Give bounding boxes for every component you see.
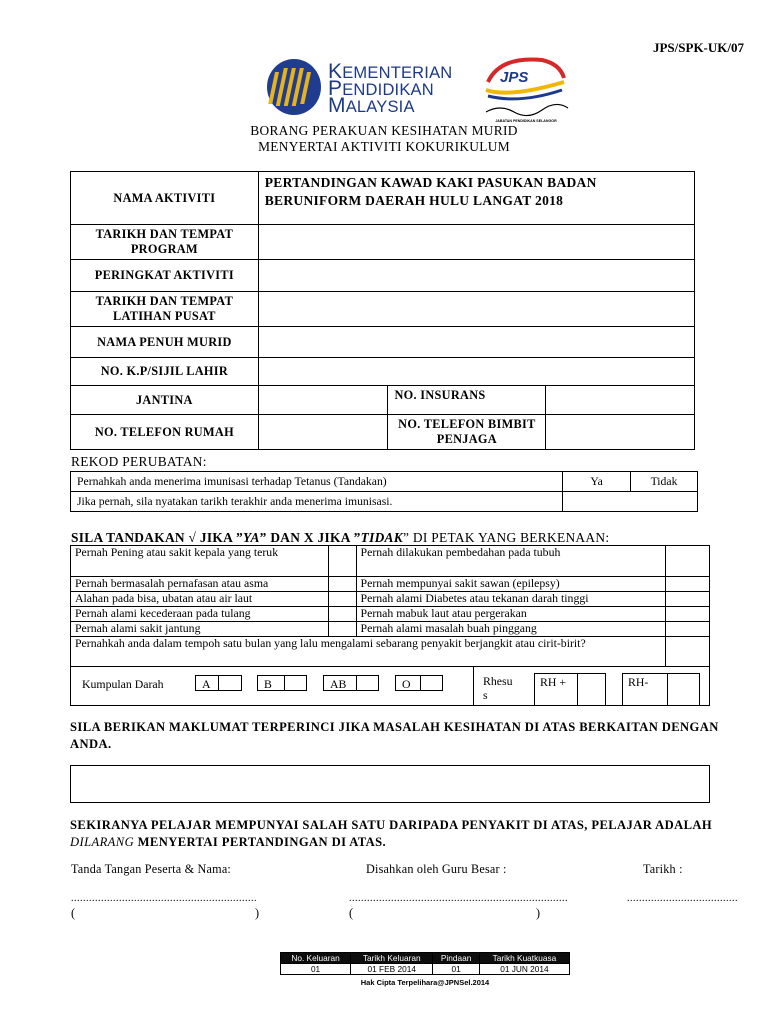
label-tarikh-latihan-line-1: TARIKH DAN TEMPAT [95, 294, 234, 308]
condition-checkbox[interactable] [666, 637, 710, 667]
condition-checkbox[interactable] [328, 577, 356, 592]
condition-right: Pernah alami Diabetes atau tekanan darah tinggi [356, 592, 666, 607]
condition-checkbox[interactable] [328, 622, 356, 637]
jps-emblem-icon [480, 52, 572, 124]
immunisation-question: Pernahkah anda menerima imunisasi terhadap Tetanus (Tandakan) [71, 472, 563, 492]
revision-value: 01 FEB 2014 [351, 964, 433, 975]
condition-right: Pernah alami masalah buah pinggang [356, 622, 666, 637]
condition-right: Pernah mabuk laut atau pergerakan [356, 607, 666, 622]
label-no-insurans: NO. INSURANS [388, 386, 546, 415]
blood-group-label: Kumpulan Darah [82, 677, 164, 691]
rh-minus-box[interactable] [622, 673, 700, 706]
name-close-paren-peserta: ) [255, 906, 260, 920]
rh-plus-box[interactable] [534, 673, 606, 706]
nama-aktiviti-line-2: BERUNIFORM DAERAH HULU LANGAT 2018 [264, 193, 564, 208]
condition-left: Pernah bermasalah pernafasan atau asma [71, 577, 329, 592]
condition-checkbox[interactable] [666, 607, 710, 622]
label-nama-aktiviti: NAMA AKTIVITI [71, 172, 259, 225]
warning-line-2 [70, 834, 730, 851]
immunisation-ya[interactable]: Ya [563, 472, 631, 492]
value-nama-aktiviti[interactable] [258, 172, 694, 225]
kpm-logo [266, 58, 466, 118]
kpm-line-2: PENDIDIKAN [328, 77, 434, 100]
label-no-kp: NO. K.P/SIJIL LAHIR [71, 358, 259, 386]
condition-left: Pernah Pening atau sakit kepala yang teruk [71, 546, 329, 577]
label-telefon-rumah: NO. TELEFON RUMAH [71, 415, 259, 450]
label-telefon-bimbit-line-1: NO. TELEFON BIMBIT [398, 417, 536, 431]
rh-minus-divider [667, 674, 668, 706]
tandakan-part-1: SILA TANDAKAN √ JIKA ” [71, 530, 243, 545]
jps-logo-caption: JABATAN PENDIDIKAN SELANGOR [495, 119, 557, 123]
condition-left: Pernah alami kecederaan pada tulang [71, 607, 329, 622]
condition-checkbox[interactable] [666, 622, 710, 637]
warning-notice [70, 817, 730, 851]
condition-checkbox[interactable] [328, 607, 356, 622]
label-nama-murid: NAMA PENUH MURID [71, 327, 259, 358]
blood-type-o-box[interactable] [395, 675, 443, 691]
label-tarikh-latihan-line-2: LATIHAN PUSAT [112, 309, 216, 323]
rhesus-label [483, 674, 513, 702]
tandakan-part-3: ” DI PETAK YANG BERKENAAN: [403, 530, 610, 545]
revision-value: 01 [281, 964, 351, 975]
name-close-paren-guru: ) [536, 906, 541, 920]
name-open-paren-guru: ( [349, 906, 354, 920]
field-no-kp[interactable] [258, 358, 694, 386]
label-tarikh-program [71, 225, 259, 260]
blood-type-a-box[interactable] [195, 675, 242, 691]
kpm-wordmark [328, 60, 453, 117]
signature-tarikh-line[interactable]: ..................................... [627, 893, 738, 904]
copyright-notice: Hak Cipta Terpelihara@JPNSel.2014 [360, 978, 490, 987]
conditions-table [70, 545, 710, 667]
field-tarikh-latihan[interactable] [258, 292, 694, 327]
field-nama-murid[interactable] [258, 327, 694, 358]
label-telefon-bimbit-line-2: PENJAGA [436, 432, 497, 446]
kpm-line-3: MALAYSIA [328, 94, 415, 117]
kpm-line-1: KEMENTERIAN [328, 60, 453, 83]
condition-checkbox[interactable] [666, 577, 710, 592]
condition-checkbox[interactable] [328, 546, 356, 577]
document-code: JPS/SPK-UK/07 [652, 40, 744, 55]
rhesus-label-line-2: s [483, 688, 488, 702]
blood-type-label: O [402, 677, 411, 691]
revision-table [280, 952, 570, 975]
field-peringkat-aktiviti[interactable] [258, 260, 694, 292]
label-tarikh-program-line-1: TARIKH DAN TEMPAT [95, 227, 234, 241]
blood-type-label: B [264, 677, 272, 691]
blood-type-b-box[interactable] [257, 675, 307, 691]
student-info-table [70, 171, 695, 450]
revision-header: Tarikh Keluaran [351, 953, 433, 964]
condition-checkbox[interactable] [328, 592, 356, 607]
condition-checkbox[interactable] [666, 546, 710, 577]
form-title-line-1: BORANG PERAKUAN KESIHATAN MURID [250, 123, 518, 138]
revision-header: Tarikh Kuatkuasa [479, 953, 569, 964]
rhesus-divider [473, 667, 474, 705]
label-tarikh-program-line-2: PROGRAM [130, 242, 198, 256]
warning-dilarang: DILARANG [70, 835, 135, 849]
field-no-insurans[interactable] [546, 386, 695, 415]
condition-left: Alahan pada bisa, ubatan atau air laut [71, 592, 329, 607]
condition-right: Pernah mempunyai sakit sawan (epilepsy) [356, 577, 666, 592]
detail-notice: SILA BERIKAN MAKLUMAT TERPERINCI JIKA MASALAH KESIHATAN DI ATAS BERKAITAN DENGAN ANDA. [70, 720, 719, 751]
blood-group-row [70, 667, 710, 706]
condition-left: Pernah alami sakit jantung [71, 622, 329, 637]
label-jantina: JANTINA [71, 386, 259, 415]
tandakan-tidak: TIDAK [360, 530, 404, 545]
rekod-perubatan-heading: REKOD PERUBATAN: [71, 454, 207, 469]
condition-right: Pernah dilakukan pembedahan pada tubuh [356, 546, 666, 577]
name-open-paren-peserta: ( [71, 906, 76, 920]
rh-minus-label: RH- [628, 675, 649, 689]
signature-peserta-line[interactable]: .............................................................. [71, 893, 257, 904]
warning-line-1: SEKIRANYA PELAJAR MEMPUNYAI SALAH SATU DARIPADA PENYAKIT DI ATAS, PELAJAR ADALAH [70, 818, 713, 832]
nama-aktiviti-line-1: PERTANDINGAN KAWAD KAKI PASUKAN BADAN [264, 175, 597, 190]
label-peringkat-aktiviti: PERINGKAT AKTIVITI [71, 260, 259, 292]
rh-plus-label: RH + [540, 675, 566, 689]
label-telefon-bimbit [388, 415, 546, 450]
jps-logo-text: JPS [500, 69, 529, 86]
signature-guru-label: Disahkan oleh Guru Besar : [366, 862, 507, 876]
immunisation-date-question: Jika pernah, sila nyatakan tarikh terakhir anda menerima imunisasi. [71, 492, 563, 512]
kpm-emblem-icon [266, 58, 322, 116]
tandakan-part-2: ” DAN X JIKA ” [259, 530, 361, 545]
blood-type-ab-box[interactable] [323, 675, 379, 691]
tandakan-ya: YA [242, 530, 260, 545]
immunisation-tidak[interactable]: Tidak [631, 472, 698, 492]
warning-line-2-rest: MENYERTAI PERTANDINGAN DI ATAS. [134, 835, 387, 849]
revision-header: Pindaan [433, 953, 480, 964]
condition-checkbox[interactable] [666, 592, 710, 607]
signature-guru-line[interactable]: ......................................................................... [349, 893, 568, 904]
revision-header: No. Keluaran [281, 953, 351, 964]
tandakan-instruction [71, 530, 609, 546]
jps-logo [480, 52, 572, 124]
revision-value: 01 [433, 964, 480, 975]
blood-type-label: AB [330, 677, 347, 691]
blood-type-label: A [202, 677, 211, 691]
label-tarikh-latihan [71, 292, 259, 327]
rhesus-label-line-1: Rhesu [483, 674, 513, 688]
field-telefon-rumah[interactable] [258, 415, 388, 450]
field-tarikh-program[interactable] [258, 225, 694, 260]
immunisation-table [70, 471, 698, 512]
field-telefon-bimbit[interactable] [546, 415, 695, 450]
field-jantina[interactable] [258, 386, 388, 415]
infectious-question: Pernahkah anda dalam tempoh satu bulan yang lalu mengalami sebarang penyakit berjangkit atau cirit-birit? [71, 637, 666, 667]
field-immunisation-date[interactable] [563, 492, 698, 512]
signature-tarikh-label: Tarikh : [643, 862, 683, 876]
detail-input-box[interactable] [70, 765, 710, 803]
form-title-line-2: MENYERTAI AKTIVITI KOKURIKULUM [258, 139, 510, 154]
signature-peserta-label: Tanda Tangan Peserta & Nama: [71, 862, 232, 876]
revision-value: 01 JUN 2014 [479, 964, 569, 975]
rh-plus-divider [577, 674, 578, 706]
